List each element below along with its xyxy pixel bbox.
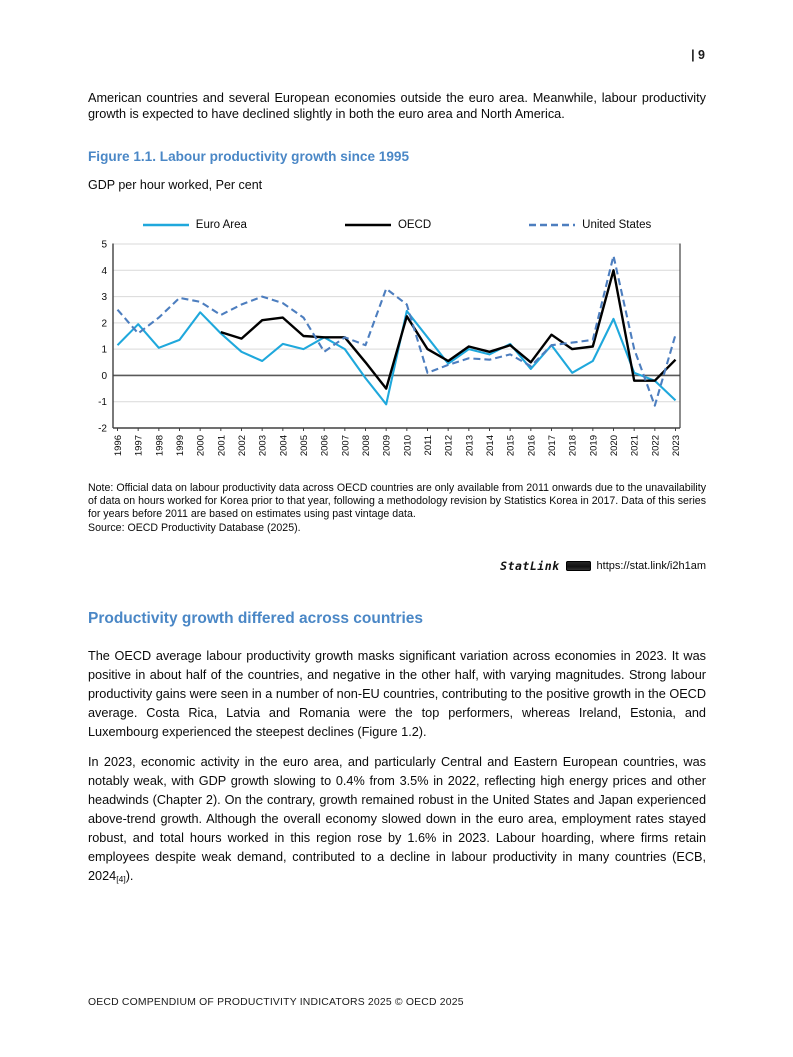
statlink-label: StatLink xyxy=(500,558,560,573)
section-paragraph-1: The OECD average labour productivity growth masks significant variation across economies in 2023. It was positive in about half of the countries, and negative in the other half, with varying magnitudes. Strong labour productivity gains were seen in a number of non-EU countries, contributing to the positive growth in the OECD average. Costa Rica, Latvia and Romania were the top performers, whereas Ireland, Estonia, and Luxembourg experienced the steepest declines (Figure 1.2). xyxy=(88,648,706,739)
figure-source: Source: OECD Productivity Database (2025). xyxy=(88,521,301,534)
x-axis-tick-label: 2022 xyxy=(650,435,662,457)
x-axis-tick-label: 1999 xyxy=(175,435,186,457)
x-axis-tick-label: 2001 xyxy=(216,435,228,457)
page-footer: OECD COMPENDIUM OF PRODUCTIVITY INDICATORS 2025 © OECD 2025 xyxy=(88,997,464,1008)
figure-note: Note: Official data on labour productivity data across OECD countries are only available from 2011 onwards due to the unavailability of data on hours worked for Korea prior to that year, following a methodology revision by Statistics Korea in 2017. Data of this series for years before 2011 are based on estimates using past vintage data. xyxy=(88,482,706,521)
x-axis-tick-label: 2012 xyxy=(443,435,455,457)
x-axis-tick-label: 2009 xyxy=(381,435,393,457)
x-axis-tick-label: 2018 xyxy=(567,435,579,457)
legend-line-sample xyxy=(143,222,189,228)
y-axis-tick-label: -1 xyxy=(98,397,107,409)
figure-subtitle: GDP per hour worked, Per cent xyxy=(88,178,263,192)
section-paragraph-2 xyxy=(88,753,706,889)
chart-legend xyxy=(88,219,706,231)
statlink-icon xyxy=(566,561,591,571)
x-axis-tick-label: 2020 xyxy=(609,435,620,457)
y-axis-tick-label: 2 xyxy=(101,318,107,330)
x-axis-tick-label: 2003 xyxy=(257,435,269,457)
legend-line-sample xyxy=(345,222,391,228)
y-axis-tick-label: 0 xyxy=(101,370,107,382)
x-axis-tick-label: 2008 xyxy=(361,435,372,457)
series-line-euro-area xyxy=(118,311,676,404)
x-axis-tick-label: 2004 xyxy=(278,435,290,457)
y-axis-tick-label: 1 xyxy=(101,344,107,356)
x-axis-tick-label: 2017 xyxy=(547,435,558,457)
x-axis-tick-label: 2019 xyxy=(588,435,600,457)
x-axis-tick-label: 2023 xyxy=(671,435,682,457)
x-axis-tick-label: 2013 xyxy=(464,435,476,457)
citation-ref[interactable]: [4] xyxy=(116,873,126,884)
series-line-united-states xyxy=(118,256,676,406)
x-axis-tick-label: 2014 xyxy=(485,435,496,457)
legend-item-united-states xyxy=(529,219,651,231)
x-axis-tick-label: 2007 xyxy=(340,435,352,457)
line-chart xyxy=(88,238,706,473)
paragraph-2-tail: ). xyxy=(125,868,134,883)
x-axis-tick-label: 2005 xyxy=(299,435,310,457)
legend-item-oecd xyxy=(345,219,431,231)
chart-canvas xyxy=(88,238,706,468)
paragraph-2-text: In 2023, economic activity in the euro area, and particularly Central and Eastern European countries, was notably weak, with GDP growth slowing to 0.4% from 3.5% in 2022, reflecting high energy prices and other headwinds (Chapter 2). On the contrary, growth remained robust in the United States and Japan experienced above-trend growth. Although the overall economy slowed down in the euro area, employment rates stayed robust, and total hours worked in this region rose by 1.6% in 2023. Labour hoarding, where firms retain employees despite weak demand, contributed to a decline in labour productivity in many countries (ECB, 2024 xyxy=(88,754,706,883)
x-axis-tick-label: 2011 xyxy=(423,435,434,456)
intro-paragraph: American countries and several European economies outside the euro area. Meanwhile, labour productivity growth is expected to have declined slightly in both the euro area and North America. xyxy=(88,91,706,121)
section-heading: Productivity growth differed across countries xyxy=(88,609,424,627)
page-number: | 9 xyxy=(691,48,705,62)
legend-label: Euro Area xyxy=(195,219,247,231)
statlink-url[interactable]: https://stat.link/i2h1am xyxy=(596,559,706,572)
x-axis-tick-label: 2006 xyxy=(319,435,331,457)
x-axis-tick-label: 2010 xyxy=(402,435,414,457)
legend-line-sample xyxy=(529,222,575,228)
x-axis-tick-label: 1997 xyxy=(133,435,145,457)
x-axis-tick-label: 1996 xyxy=(113,435,124,457)
legend-label: United States xyxy=(582,219,652,231)
y-axis-tick-label: -2 xyxy=(98,423,107,435)
x-axis-tick-label: 2002 xyxy=(237,435,248,457)
x-axis-tick-label: 2016 xyxy=(526,435,538,457)
x-axis-tick-label: 2021 xyxy=(629,435,641,457)
legend-item-euro-area xyxy=(143,219,247,231)
x-axis-tick-label: 2015 xyxy=(505,435,517,457)
y-axis-tick-label: 4 xyxy=(101,265,107,277)
x-axis-tick-label: 1998 xyxy=(154,435,166,457)
y-axis-tick-label: 3 xyxy=(101,292,107,304)
y-axis-tick-label: 5 xyxy=(101,239,107,251)
page-content xyxy=(88,90,706,889)
x-axis-tick-label: 2000 xyxy=(195,435,207,457)
statlink-row xyxy=(88,559,706,573)
figure-title: Figure 1.1. Labour productivity growth since 1995 xyxy=(88,149,410,164)
legend-label: OECD xyxy=(397,219,432,231)
